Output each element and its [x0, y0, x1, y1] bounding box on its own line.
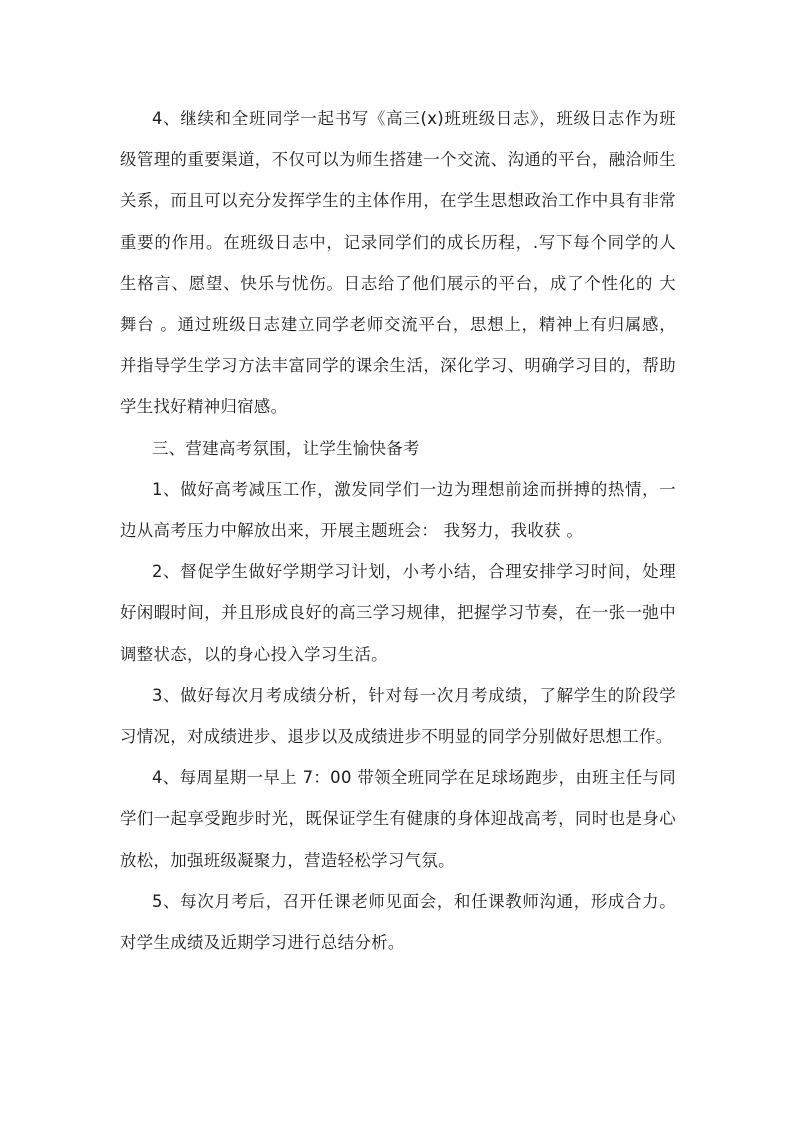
- paragraph-study-plan: 2、督促学生做好学期学习计划，小考小结，合理安排学习时间，处理好闲暇时间，并且形成良好的高三学习规律，把握学习节奏，在一张一弛中调整状态，以的身心投入学习生活。: [120, 562, 676, 664]
- paragraph-monday-running: 4、每周星期一早上 7：00 带领全班同学在足球场跑步，由班主任与同学们一起享受跑步时光，既保证学生有健康的身体迎战高考，同时也是身心放松，加强班级凝聚力，营造轻松学习气氛。: [120, 768, 676, 870]
- document-body: [120, 98, 676, 963]
- paragraph-teacher-meeting: 5、每次月考后，召开任课老师见面会，和任课教师沟通，形成合力。对学生成绩及近期学习进行总结分析。: [120, 891, 676, 953]
- paragraph-stress-relief: 1、做好高考减压工作，激发同学们一边为理想前途而拼搏的热情，一边从高考压力中解放出来，开展主题班会： 我努力，我收获 。: [120, 479, 676, 541]
- section-heading-exam-atmosphere: 三、营建高考氛围，让学生愉快备考: [152, 438, 420, 458]
- paragraph-class-log: 4、继续和全班同学一起书写《高三(x)班班级日志》，班级日志作为班级管理的重要渠道，不仅可以为师生搭建一个交流、沟通的平台，融洽师生关系，而且可以充分发挥学生的主体作用，在学生思想政治工作中具有非常重要的作用。在班级日志中，记录同学们的成长历程，.写下每个同学的人生格言、愿望、快乐与忧伤。日志给了他们展示的平台，成了个性化的 大舞台 。通过班级日志建立同学老师交流平台，思想上，精神上有归属感，并指导学生学习方法丰富同学的课余生活，深化学习、明确学习目的，帮助学生找好精神归宿感。: [120, 109, 676, 417]
- paragraph-monthly-analysis: 3、做好每次月考成绩分析，针对每一次月考成绩，了解学生的阶段学习情况，对成绩进步、退步以及成绩进步不明显的同学分别做好思想工作。: [120, 685, 676, 747]
